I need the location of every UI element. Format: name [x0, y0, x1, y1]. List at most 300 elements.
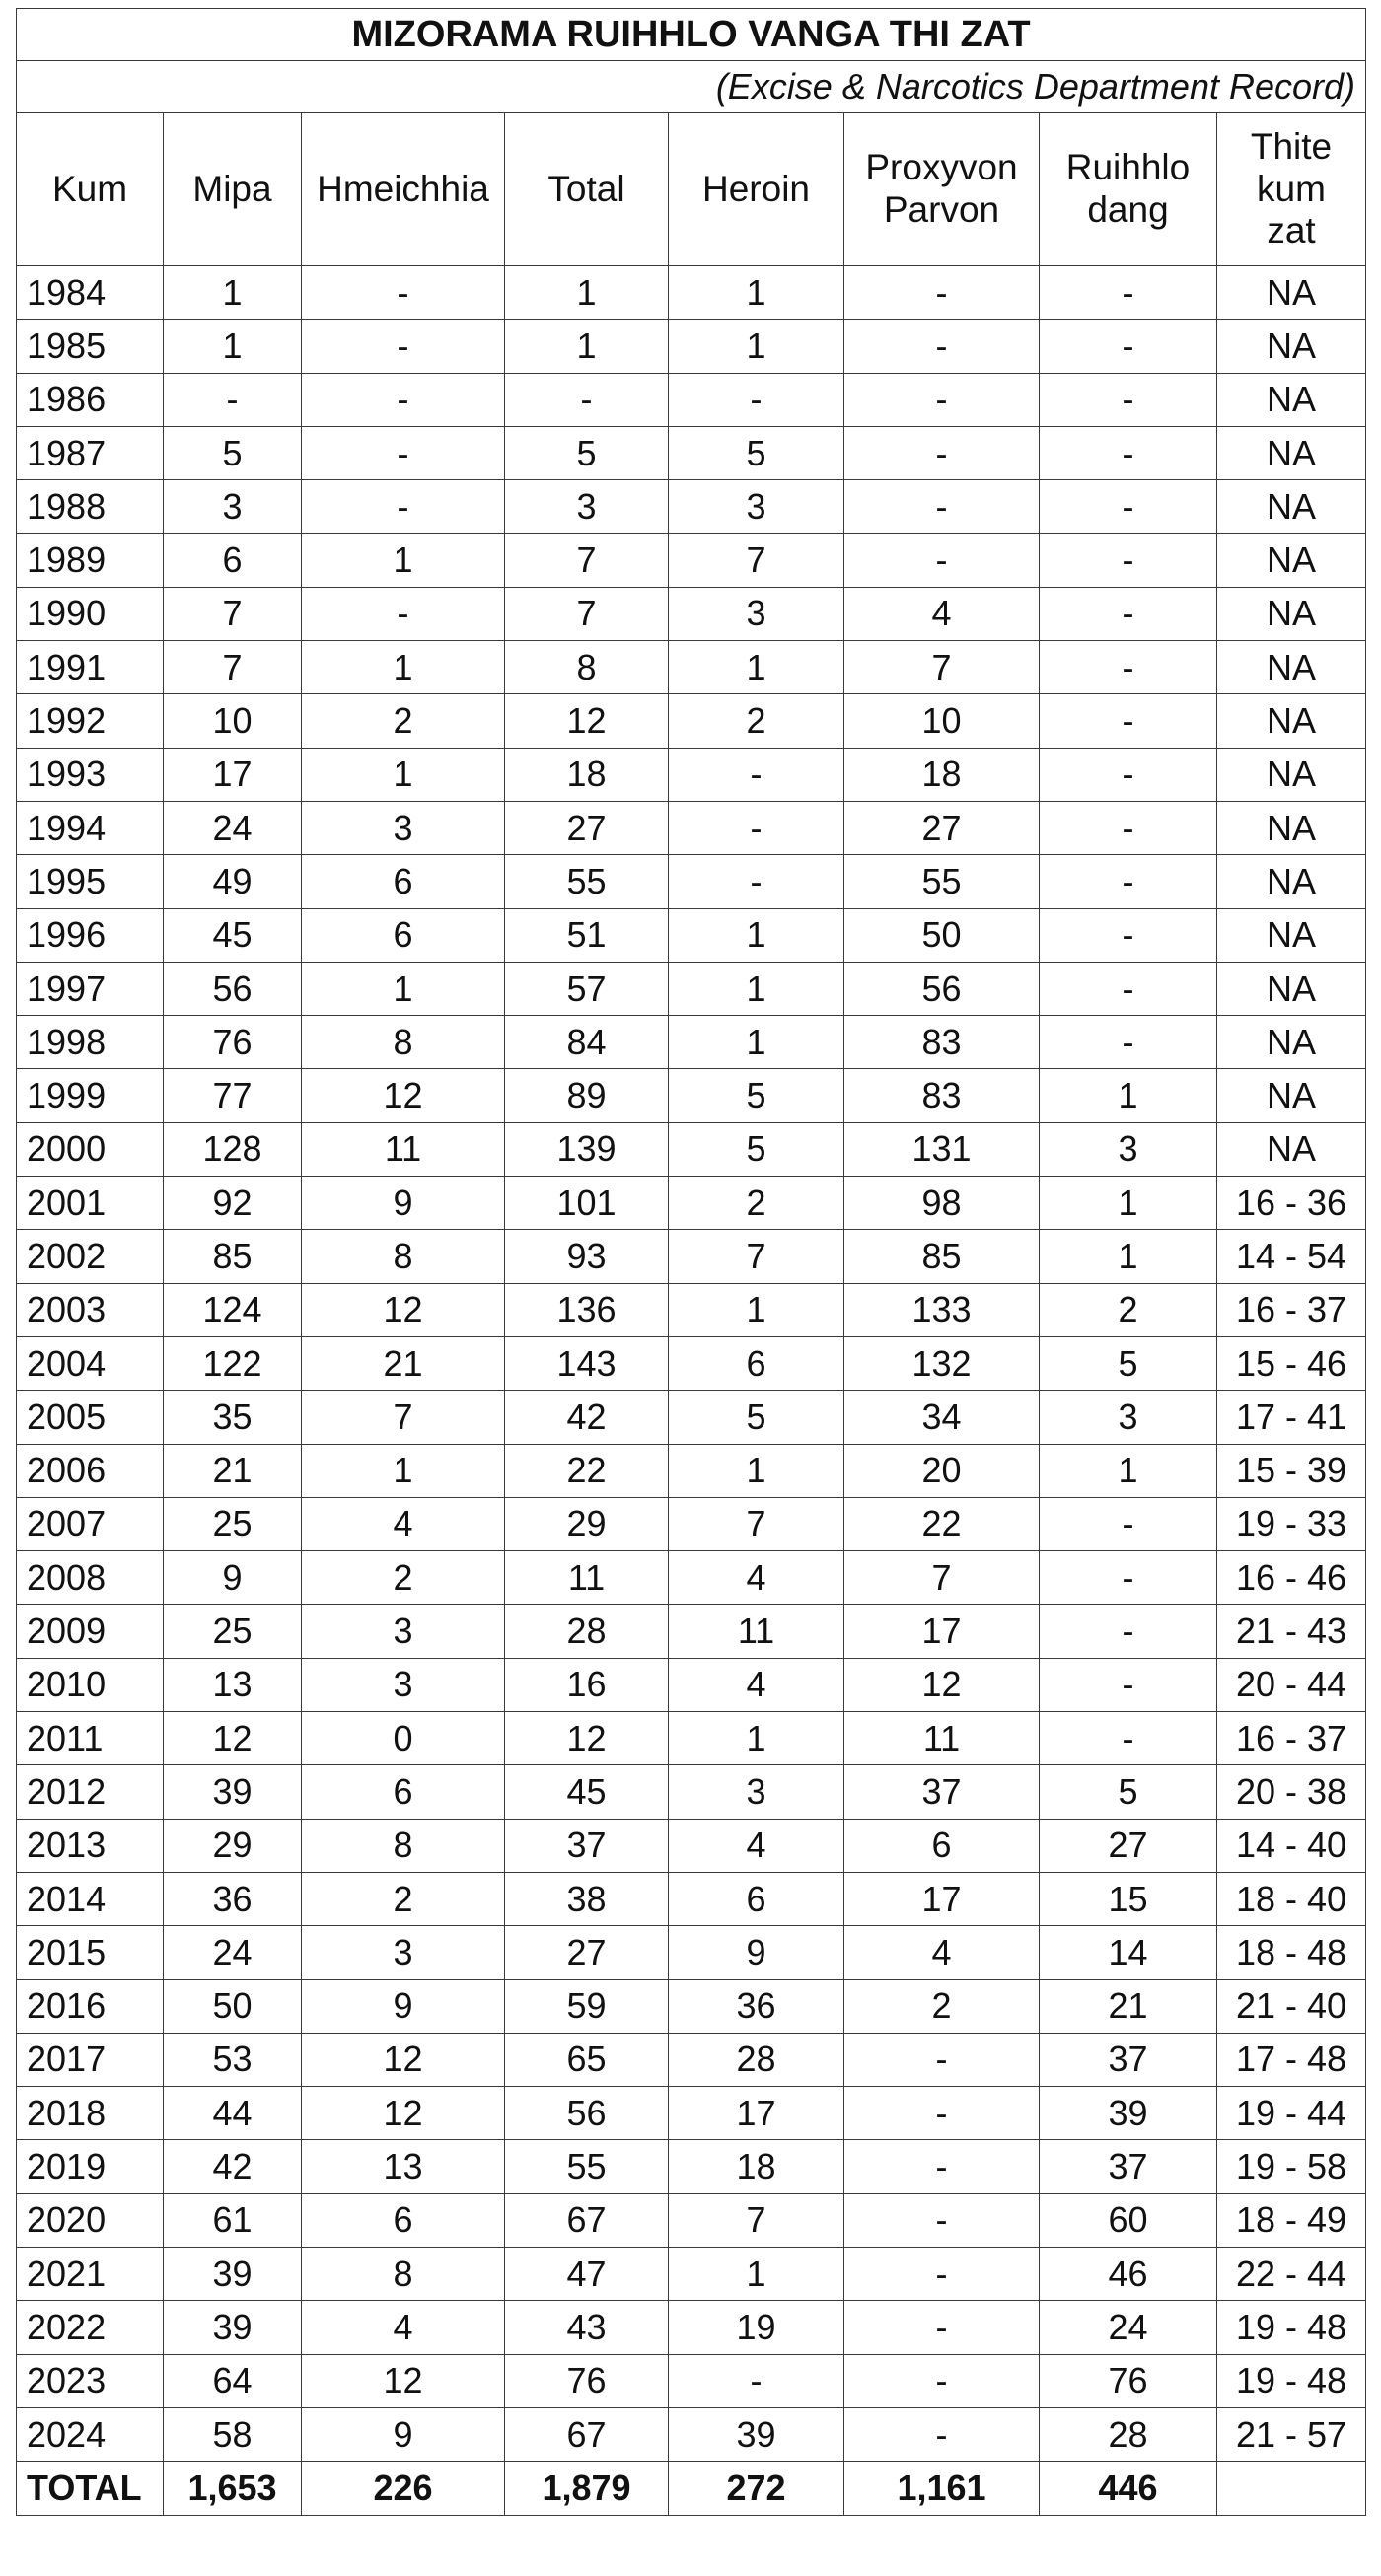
table-cell: 1	[302, 641, 505, 694]
table-cell: 42	[505, 1391, 669, 1444]
year-cell: 2011	[17, 1712, 164, 1765]
table-cell: -	[1040, 426, 1217, 479]
column-header-line: kum	[1257, 168, 1326, 209]
table-cell: 8	[302, 1819, 505, 1872]
table-cell: 21 - 57	[1217, 2407, 1366, 2461]
year-cell: 2002	[17, 1230, 164, 1283]
table-cell: NA	[1217, 748, 1366, 801]
table-row	[17, 855, 1366, 908]
table-cell: 5	[164, 426, 302, 479]
table-cell: 2	[302, 1872, 505, 1925]
year-cell: 2003	[17, 1283, 164, 1336]
header-row	[17, 113, 1366, 266]
column-header	[669, 113, 844, 266]
table-cell: 12	[302, 1283, 505, 1336]
table-cell: 64	[164, 2354, 302, 2407]
table-cell: -	[844, 2247, 1040, 2300]
table-cell: 6	[844, 1819, 1040, 1872]
year-cell: 2022	[17, 2301, 164, 2354]
table-cell: NA	[1217, 962, 1366, 1015]
table-cell: 19 - 33	[1217, 1497, 1366, 1550]
table-cell: -	[1040, 266, 1217, 320]
table-cell: 56	[505, 2087, 669, 2140]
year-cell: 2008	[17, 1551, 164, 1605]
table-cell: 42	[164, 2140, 302, 2193]
year-cell: 2013	[17, 1819, 164, 1872]
table-cell: 2	[1040, 1283, 1217, 1336]
year-cell: 1998	[17, 1016, 164, 1069]
year-cell: 2007	[17, 1497, 164, 1550]
table-row	[17, 1979, 1366, 2033]
table-cell: 11	[505, 1551, 669, 1605]
table-row	[17, 320, 1366, 373]
table-cell: 24	[164, 801, 302, 854]
table-row	[17, 2301, 1366, 2354]
table-cell: 7	[505, 534, 669, 587]
table-cell: -	[1040, 587, 1217, 640]
table-cell: 1	[302, 1444, 505, 1497]
table-cell: 55	[505, 855, 669, 908]
table-row	[17, 1872, 1366, 1925]
year-cell: 1986	[17, 373, 164, 426]
table-cell: NA	[1217, 641, 1366, 694]
table-cell: 39	[164, 2301, 302, 2354]
table-row	[17, 801, 1366, 854]
table-cell: 2	[669, 694, 844, 748]
year-cell: 2010	[17, 1658, 164, 1711]
table-cell: NA	[1217, 373, 1366, 426]
table-cell: -	[844, 2407, 1040, 2461]
table-cell: 12	[302, 1069, 505, 1122]
table-cell: 7	[164, 641, 302, 694]
table-row	[17, 1122, 1366, 1176]
table-cell: 43	[505, 2301, 669, 2354]
table-cell: 19 - 48	[1217, 2354, 1366, 2407]
table-row	[17, 2140, 1366, 2193]
table-cell: -	[505, 373, 669, 426]
table-cell: 1	[164, 266, 302, 320]
table-cell: 77	[164, 1069, 302, 1122]
year-cell: 2014	[17, 1872, 164, 1925]
table-row	[17, 641, 1366, 694]
table-cell: 36	[669, 1979, 844, 2033]
year-cell: 2023	[17, 2354, 164, 2407]
table-cell: 39	[669, 2407, 844, 2461]
column-header-line: Heroin	[702, 168, 810, 209]
table-cell: 19 - 44	[1217, 2087, 1366, 2140]
table-cell: 39	[164, 2247, 302, 2300]
table-cell: 5	[1040, 1336, 1217, 1390]
table-cell: 56	[164, 962, 302, 1015]
table-cell: 3	[1040, 1391, 1217, 1444]
table-cell: 27	[1040, 1819, 1217, 1872]
table-cell: 22 - 44	[1217, 2247, 1366, 2300]
table-cell: -	[1040, 1551, 1217, 1605]
table-row	[17, 1016, 1366, 1069]
table-cell: -	[302, 320, 505, 373]
table-cell: 18 - 48	[1217, 1926, 1366, 1979]
table-cell: 55	[505, 2140, 669, 2193]
year-cell: 2000	[17, 1122, 164, 1176]
table-cell: 143	[505, 1336, 669, 1390]
table-subtitle: (Excise & Narcotics Department Record)	[17, 61, 1366, 113]
record-sheet	[16, 8, 1365, 2516]
table-cell: 7	[669, 534, 844, 587]
total-cell: 1,161	[844, 2462, 1040, 2516]
table-row	[17, 1230, 1366, 1283]
table-cell: 61	[164, 2193, 302, 2247]
year-cell: 1999	[17, 1069, 164, 1122]
table-cell: 28	[1040, 2407, 1217, 2461]
table-cell: 6	[302, 908, 505, 962]
table-cell: 4	[302, 2301, 505, 2354]
table-row	[17, 2033, 1366, 2086]
table-cell: 57	[505, 962, 669, 1015]
table-cell: 1	[669, 962, 844, 1015]
table-cell: 13	[164, 1658, 302, 1711]
table-cell: 16 - 46	[1217, 1551, 1366, 1605]
column-header-line: zat	[1267, 210, 1316, 251]
table-cell: 10	[844, 694, 1040, 748]
table-cell: -	[1040, 1658, 1217, 1711]
table-cell: 4	[302, 1497, 505, 1550]
table-cell: 9	[302, 1979, 505, 2033]
table-cell: NA	[1217, 908, 1366, 962]
table-cell: 9	[669, 1926, 844, 1979]
table-cell: 67	[505, 2407, 669, 2461]
table-cell: 9	[164, 1551, 302, 1605]
table-cell: -	[1040, 801, 1217, 854]
table-cell: -	[844, 2301, 1040, 2354]
table-cell: 21	[164, 1444, 302, 1497]
table-cell: 7	[669, 2193, 844, 2247]
table-cell: 5	[669, 1122, 844, 1176]
table-cell: 5	[505, 426, 669, 479]
table-cell: 24	[1040, 2301, 1217, 2354]
table-cell: 6	[669, 1872, 844, 1925]
year-cell: 2006	[17, 1444, 164, 1497]
table-cell: 139	[505, 1122, 669, 1176]
table-cell: NA	[1217, 855, 1366, 908]
table-cell: -	[1040, 908, 1217, 962]
table-cell: 18	[844, 748, 1040, 801]
table-cell: 3	[302, 801, 505, 854]
table-row	[17, 962, 1366, 1015]
table-cell: 1	[164, 320, 302, 373]
table-cell: 18	[669, 2140, 844, 2193]
table-cell: 6	[302, 1765, 505, 1819]
table-cell: 12	[844, 1658, 1040, 1711]
table-row	[17, 908, 1366, 962]
table-cell: 5	[669, 1069, 844, 1122]
table-cell: 15 - 46	[1217, 1336, 1366, 1390]
year-cell: 1985	[17, 320, 164, 373]
table-cell: 3	[669, 587, 844, 640]
table-cell: 6	[302, 855, 505, 908]
table-cell: 1	[669, 1444, 844, 1497]
table-cell: 20 - 38	[1217, 1765, 1366, 1819]
table-cell: 1	[669, 266, 844, 320]
table-cell: 36	[164, 1872, 302, 1925]
column-header	[1217, 113, 1366, 266]
total-cell: 446	[1040, 2462, 1217, 2516]
table-cell: 8	[302, 2247, 505, 2300]
table-cell: 1	[669, 1016, 844, 1069]
addiction-deaths-table	[16, 8, 1366, 2516]
table-cell: 92	[164, 1177, 302, 1230]
table-cell: 39	[1040, 2087, 1217, 2140]
table-cell: -	[302, 426, 505, 479]
table-cell: -	[844, 2354, 1040, 2407]
year-cell: 2005	[17, 1391, 164, 1444]
table-cell: -	[1040, 1712, 1217, 1765]
table-cell: -	[844, 426, 1040, 479]
table-cell: -	[844, 2033, 1040, 2086]
column-header	[164, 113, 302, 266]
year-cell: 2015	[17, 1926, 164, 1979]
table-cell: 2	[302, 1551, 505, 1605]
table-cell: 83	[844, 1069, 1040, 1122]
table-cell: 60	[1040, 2193, 1217, 2247]
table-cell: NA	[1217, 1016, 1366, 1069]
table-cell: 3	[669, 1765, 844, 1819]
table-cell: 122	[164, 1336, 302, 1390]
column-header-line: Total	[547, 168, 625, 209]
table-cell: 3	[669, 480, 844, 534]
table-cell: 132	[844, 1336, 1040, 1390]
table-cell: 3	[1040, 1122, 1217, 1176]
table-cell: 7	[844, 1551, 1040, 1605]
table-title: MIZORAMA RUIHHLO VANGA THI ZAT	[17, 9, 1366, 61]
table-cell: 12	[302, 2033, 505, 2086]
table-cell: 3	[505, 480, 669, 534]
table-row	[17, 2087, 1366, 2140]
table-cell: 8	[302, 1016, 505, 1069]
year-cell: 1995	[17, 855, 164, 908]
column-header	[17, 113, 164, 266]
table-cell: 7	[669, 1497, 844, 1550]
table-cell: -	[844, 534, 1040, 587]
table-cell: 12	[302, 2354, 505, 2407]
table-cell: 98	[844, 1177, 1040, 1230]
table-cell: 8	[505, 641, 669, 694]
table-cell: NA	[1217, 1122, 1366, 1176]
year-cell: 2021	[17, 2247, 164, 2300]
year-cell: 1994	[17, 801, 164, 854]
table-cell: 76	[505, 2354, 669, 2407]
table-cell: 3	[164, 480, 302, 534]
table-cell: 4	[844, 1926, 1040, 1979]
table-cell: -	[844, 480, 1040, 534]
table-cell: 17	[669, 2087, 844, 2140]
table-cell: 1	[669, 320, 844, 373]
table-cell: 1	[302, 962, 505, 1015]
table-cell: 13	[302, 2140, 505, 2193]
table-row	[17, 1283, 1366, 1336]
total-label: TOTAL	[17, 2462, 164, 2516]
table-row	[17, 1069, 1366, 1122]
table-row	[17, 2354, 1366, 2407]
column-header	[302, 113, 505, 266]
table-cell: 5	[669, 1391, 844, 1444]
table-cell: NA	[1217, 480, 1366, 534]
table-cell: -	[302, 373, 505, 426]
table-cell: 19 - 48	[1217, 2301, 1366, 2354]
year-cell: 1989	[17, 534, 164, 587]
table-cell: 50	[844, 908, 1040, 962]
table-cell: 12	[505, 1712, 669, 1765]
table-row	[17, 1551, 1366, 1605]
year-cell: 1993	[17, 748, 164, 801]
table-cell: 18 - 40	[1217, 1872, 1366, 1925]
column-header-line: Parvon	[883, 189, 1000, 230]
year-cell: 1991	[17, 641, 164, 694]
table-cell: 21	[302, 1336, 505, 1390]
table-cell: 89	[505, 1069, 669, 1122]
table-cell: 37	[1040, 2140, 1217, 2193]
table-cell: 1	[505, 320, 669, 373]
table-cell: 7	[844, 641, 1040, 694]
table-cell: NA	[1217, 426, 1366, 479]
table-row	[17, 1177, 1366, 1230]
table-cell: 28	[505, 1605, 669, 1658]
table-row	[17, 694, 1366, 748]
table-cell: 7	[505, 587, 669, 640]
table-row	[17, 1444, 1366, 1497]
table-cell: 17 - 48	[1217, 2033, 1366, 2086]
table-cell: 51	[505, 908, 669, 962]
total-cell: 272	[669, 2462, 844, 2516]
table-cell: NA	[1217, 534, 1366, 587]
table-cell: -	[844, 266, 1040, 320]
table-cell: 22	[844, 1497, 1040, 1550]
table-row	[17, 2407, 1366, 2461]
table-cell: -	[1040, 1016, 1217, 1069]
table-cell: 21 - 40	[1217, 1979, 1366, 2033]
table-cell: 1	[1040, 1177, 1217, 1230]
table-cell: 1	[669, 908, 844, 962]
table-cell: 7	[164, 587, 302, 640]
table-cell: 11	[302, 1122, 505, 1176]
table-cell: 27	[844, 801, 1040, 854]
table-cell: 4	[844, 587, 1040, 640]
table-cell: 58	[164, 2407, 302, 2461]
table-cell: -	[1040, 641, 1217, 694]
table-cell: -	[1040, 694, 1217, 748]
table-cell: 2	[844, 1979, 1040, 2033]
table-cell: 14 - 40	[1217, 1819, 1366, 1872]
table-cell: 7	[302, 1391, 505, 1444]
table-cell: 5	[1040, 1765, 1217, 1819]
column-header	[505, 113, 669, 266]
year-cell: 1996	[17, 908, 164, 962]
total-cell: 1,653	[164, 2462, 302, 2516]
year-cell: 1987	[17, 426, 164, 479]
table-cell: 9	[302, 2407, 505, 2461]
table-cell: 9	[302, 1177, 505, 1230]
table-cell: 20	[844, 1444, 1040, 1497]
table-cell: -	[669, 373, 844, 426]
table-cell: -	[1040, 320, 1217, 373]
table-cell: 15 - 39	[1217, 1444, 1366, 1497]
table-cell: 2	[669, 1177, 844, 1230]
table-cell: 6	[164, 534, 302, 587]
table-cell: 3	[302, 1926, 505, 1979]
table-cell: 49	[164, 855, 302, 908]
table-cell: 0	[302, 1712, 505, 1765]
table-cell: 1	[1040, 1069, 1217, 1122]
total-cell	[1217, 2462, 1366, 2516]
column-header-line: Kum	[51, 168, 128, 209]
table-row	[17, 480, 1366, 534]
table-cell: 35	[164, 1391, 302, 1444]
table-row	[17, 2247, 1366, 2300]
table-row	[17, 1658, 1366, 1711]
table-cell: 4	[669, 1658, 844, 1711]
total-cell: 226	[302, 2462, 505, 2516]
table-cell: 16 - 36	[1217, 1177, 1366, 1230]
table-cell: 16 - 37	[1217, 1283, 1366, 1336]
column-header-line: dang	[1087, 189, 1169, 230]
table-cell: 136	[505, 1283, 669, 1336]
year-cell: 2018	[17, 2087, 164, 2140]
year-cell: 2024	[17, 2407, 164, 2461]
table-row	[17, 1391, 1366, 1444]
table-cell: -	[669, 801, 844, 854]
column-header-line: Mipa	[192, 168, 272, 209]
table-cell: 16 - 37	[1217, 1712, 1366, 1765]
table-cell: -	[302, 480, 505, 534]
table-cell: -	[669, 748, 844, 801]
table-cell: 45	[505, 1765, 669, 1819]
table-cell: 19 - 58	[1217, 2140, 1366, 2193]
table-cell: -	[1040, 855, 1217, 908]
table-cell: -	[1040, 534, 1217, 587]
table-cell: 34	[844, 1391, 1040, 1444]
table-cell: 20 - 44	[1217, 1658, 1366, 1711]
table-cell: -	[1040, 1605, 1217, 1658]
table-cell: -	[1040, 1497, 1217, 1550]
table-cell: 4	[669, 1551, 844, 1605]
total-row	[17, 2462, 1366, 2516]
table-cell: 55	[844, 855, 1040, 908]
table-cell: 38	[505, 1872, 669, 1925]
year-cell: 1988	[17, 480, 164, 534]
table-cell: 5	[669, 426, 844, 479]
table-cell: 29	[164, 1819, 302, 1872]
table-cell: -	[164, 373, 302, 426]
year-cell: 2020	[17, 2193, 164, 2247]
table-cell: -	[1040, 373, 1217, 426]
table-cell: 65	[505, 2033, 669, 2086]
table-cell: -	[1040, 480, 1217, 534]
table-cell: NA	[1217, 801, 1366, 854]
table-cell: 85	[164, 1230, 302, 1283]
table-row	[17, 1605, 1366, 1658]
table-cell: 4	[669, 1819, 844, 1872]
table-cell: 16	[505, 1658, 669, 1711]
table-cell: NA	[1217, 587, 1366, 640]
table-cell: -	[844, 2140, 1040, 2193]
year-cell: 2016	[17, 1979, 164, 2033]
table-cell: 3	[302, 1605, 505, 1658]
table-cell: 27	[505, 1926, 669, 1979]
table-cell: NA	[1217, 1069, 1366, 1122]
table-row	[17, 373, 1366, 426]
table-cell: 50	[164, 1979, 302, 2033]
table-row	[17, 2193, 1366, 2247]
table-cell: 3	[302, 1658, 505, 1711]
